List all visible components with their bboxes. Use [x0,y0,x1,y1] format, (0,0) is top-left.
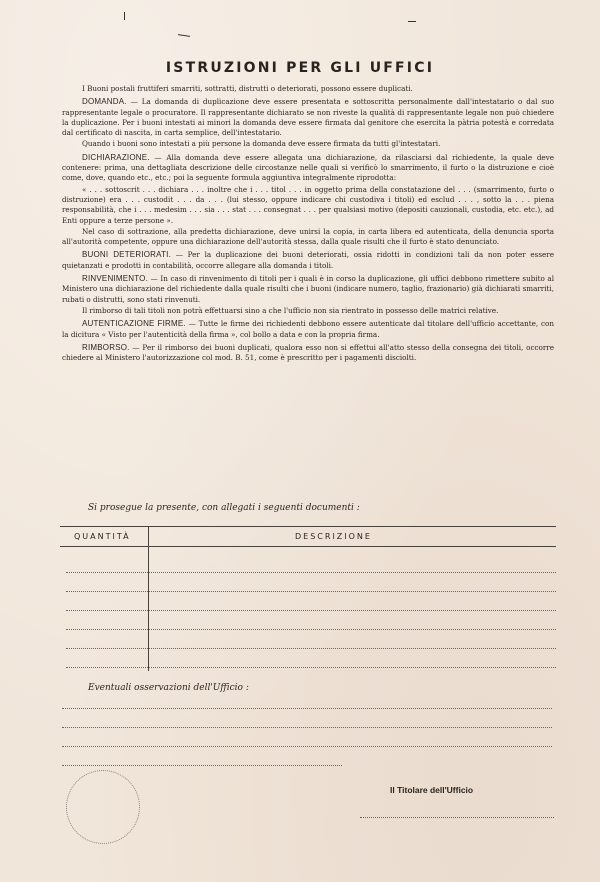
paragraph-domanda-note: Quando i buoni sono intestati a più persone la domanda deve essere firmata da tutti gl'intestatari. [82,139,441,149]
paragraph-sottrazione: Nel caso di sottrazione, alla predetta dichiarazione, deve unirsi la copia, in carta libera ed autenticata, della denuncia sporta all'autorità competente, oppure una dichiarazione dell'autorità stessa, dalla quale risulti che il furto è stato denunciato. [62,226,554,247]
heading-autenticazione: AUTENTICAZIONE FIRME. [82,319,186,329]
attachments-subtitle: Si prosegue la presente, con allegati i seguenti documenti : [88,503,360,513]
signer-label: Il Titolare dell'Ufficio [390,785,474,795]
observations-label: Eventuali osservazioni dell'Ufficio : [88,683,249,693]
paragraph-intro: I Buoni postali fruttiferi smarriti, sottratti, distrutti o deteriorati, possono essere duplicati. [82,84,413,93]
ink-mark [408,21,416,22]
text-domanda: — La domanda di duplicazione deve essere presentata e sottoscritta personalmente dall'intestatario o dal suo rappresentante legale o procuratore. Il rappresentante dichiarato se non riveste la qualità di rappresentante legale non può chiedere la duplicazione. Per i buoni intestati ai minori la domanda deve essere firmata dal genitore che esercita la pàtria potestà e corredata dal certificato di nascita, in carta semplice, dell'intestatario. [62,97,554,138]
table-row[interactable] [66,591,556,592]
paragraph-deteriorati [62,250,554,271]
header-rule [60,546,556,547]
heading-dichiarazione: DICHIARAZIONE. [82,152,150,162]
observations-line[interactable] [62,765,342,766]
observations-line[interactable] [62,746,552,747]
heading-rimborso: RIMBORSO. [82,342,130,352]
paragraph-rimborso-note: Il rimborso di tali titoli non potrà effettuarsi sino a che l'ufficio non sia rientrato in possesso delle matrici relative. [82,305,499,315]
date-stamp-area [66,770,140,844]
ink-mark [124,12,125,20]
paragraph-rimborso [62,343,554,364]
observations-line[interactable] [62,727,552,728]
heading-deteriorati: BUONI DETERIORATI. [82,250,172,260]
column-header-description: DESCRIZIONE [295,532,372,541]
text-autenticazione: — Tutte le firme dei richiedenti debbono essere autenticate dal titolare dell'ufficio accettante, con la dicitura « Visto per l'autenticità della firma », col bollo a data e con la propria firma. [62,319,554,339]
paragraph-domanda [62,97,554,138]
table-row[interactable] [66,572,556,573]
page-title: ISTRUZIONI PER GLI UFFICI [165,60,435,76]
heading-domanda: DOMANDA. [82,97,127,107]
instructions-body [62,84,554,364]
signature-line[interactable] [360,817,554,818]
text-rinvenimento: — In caso di rinvenimento di titoli per i quali è in corso la duplicazione, gli uffici debbono rimettere subito al Ministero una dichiarazione del richiedente dalla quale risulti che i buoni (indicare numero, taglio, frazionario) già dichiarati smarriti, rubati o distrutti, sono stati rinvenuti. [62,274,554,304]
column-header-quantity: QUANTITÀ [74,532,131,541]
observations-line[interactable] [62,708,552,709]
paragraph-formula: « . . . sottoscrit . . . dichiara . . . inoltre che i . . . titol . . . in oggetto prima della constatazione del . . . (smarrimento, furto o distruzione) era . . . custodit . . . da . . . (lui stesso, oppure indicare chi custodiva i titoli) ed esclud . . . , sotto la . . . piena responsabilità, che i . . . medesim . . . sia . . . stat . . . consegnat . . . per qualsiasi motivo (depositi cauzionali, custodia, etc. etc.), ad Enti oppure a terze persone ». [62,184,554,225]
table-row[interactable] [66,610,556,611]
paragraph-dichiarazione [62,153,554,184]
table-row[interactable] [66,648,556,649]
heading-rinvenimento: RINVENIMENTO. [82,274,149,284]
paragraph-autenticazione [62,319,554,340]
column-divider [148,527,149,671]
table-row[interactable] [66,629,556,630]
attachments-table [60,526,556,671]
paragraph-rinvenimento [62,274,554,305]
text-dichiarazione: — Alla domanda deve essere allegata una dichiarazione, da rilasciarsi dal richiedente, la quale deve contenere: prima, una dettagliata descrizione delle circostanze nelle quali si verificò lo smarrimento, il furto o la distruzione e cioè come, dove, quando etc., etc.; poi la seguente formula aggiuntiva integralmente riprodotta: [62,152,554,183]
table-row[interactable] [66,667,556,668]
text-rimborso: — Per il rimborso dei buoni duplicati, qualora esso non si effettui all'atto stesso della consegna dei titoli, occorre chiedere al Ministero l'autorizzazione col mod. B. 51, come è prescritto per i pagamenti disciolti. [62,342,554,363]
text-deteriorati: — Per la duplicazione dei buoni deteriorati, ossia ridotti in condizioni tali da non poter essere quietanzati e prodotti in contabilità, occorre allegare alla domanda i titoli. [62,250,554,270]
ink-mark [178,34,190,37]
